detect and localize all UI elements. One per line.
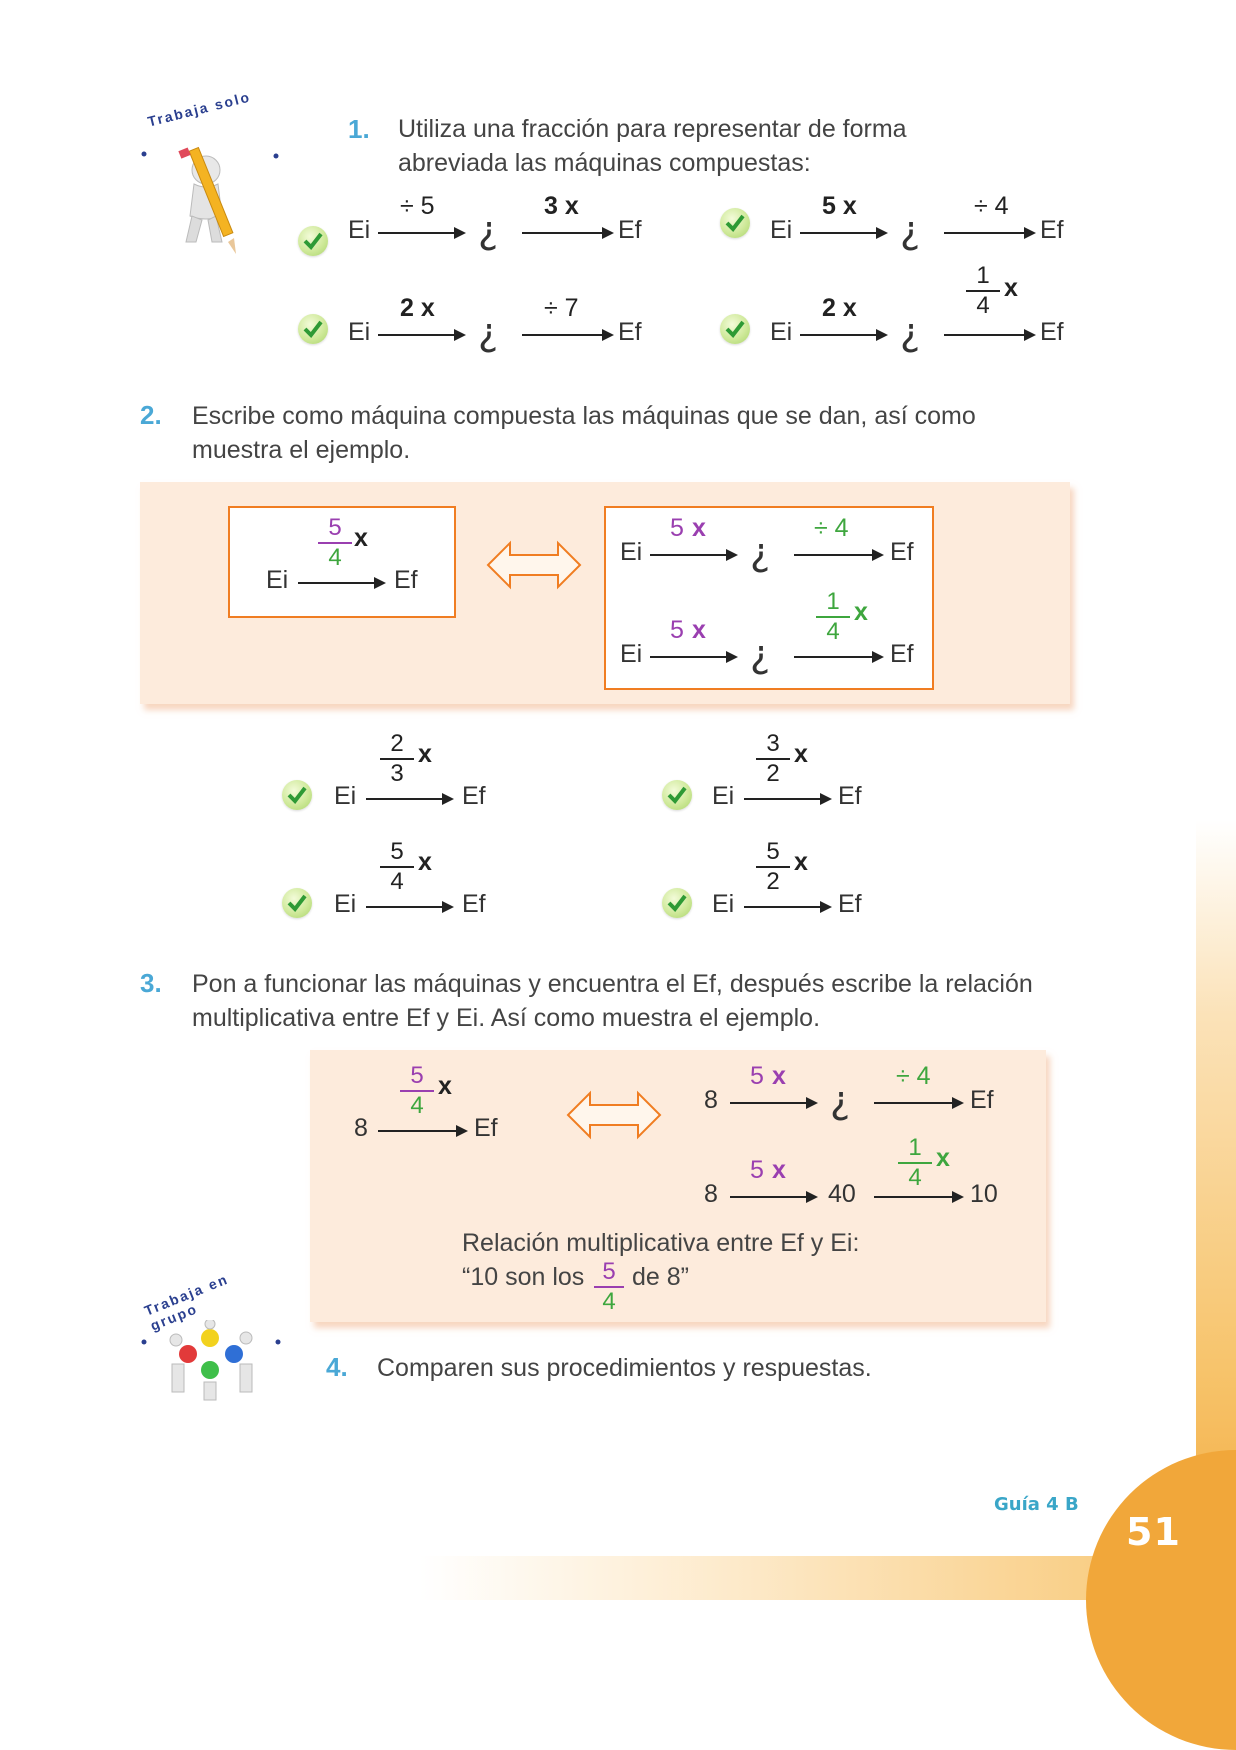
page-number: 51 [1126,1510,1181,1554]
page-number-circle [1086,1450,1236,1750]
ef-label: Ef [970,1086,994,1114]
guide-label: Guía 4 B [994,1494,1079,1515]
question-mark: ¿ [900,208,921,252]
machine-op2-fraction [816,588,850,646]
machine-op2: 3 x [544,192,579,220]
ei-label: Ei [348,318,371,346]
arrow [650,554,736,556]
exercise-fraction [756,838,790,896]
check-icon [662,888,692,918]
question-3-number: 3. [140,968,162,998]
fraction-numerator: 3 [756,730,790,760]
machine-op1: 5 x [822,192,857,220]
fraction-numerator: 5 [318,514,352,544]
arrow [366,906,452,908]
fraction-denominator: 4 [826,618,840,645]
arrow [522,232,612,234]
ei-label: Ei [620,538,643,566]
fraction-numerator: 2 [380,730,414,760]
gears-people-icon [164,1320,260,1402]
ei-label: Ei [348,216,371,244]
question-mark: ¿ [478,208,499,252]
ei-label: Ei [266,566,289,594]
arrow [944,334,1034,336]
times-sign: x [418,740,432,768]
q1-machine-d [718,260,1078,368]
question-2-line2: muestra el ejemplo. [192,436,411,464]
exercise-fraction [380,730,414,788]
q3-example-panel [310,1050,1046,1322]
q2-exercise-3 [280,836,540,936]
ef-label: Ef [618,216,642,244]
times-sign: x [1004,274,1018,302]
double-arrow-icon [486,540,582,590]
arrow [378,232,464,234]
arrow [730,1196,816,1198]
check-icon [662,780,692,810]
arrow [522,334,612,336]
times-sign: x [418,848,432,876]
badge-solo-text: Trabaja solo [146,88,253,130]
times-sign: x [794,740,808,768]
ef-label: Ef [474,1114,498,1142]
arrow [378,334,464,336]
times-sign: x [794,848,808,876]
ef-label: Ef [890,538,914,566]
q1-machine-a [296,186,656,266]
ei-label: Ei [620,640,643,668]
badge-group-text: Trabaja en grupo [142,1270,231,1334]
fraction-numerator: 5 [380,838,414,868]
ef-label: Ef [394,566,418,594]
fraction-numerator: 5 [594,1258,624,1288]
relation-text-line1: Relación multiplicativa entre Ef y Ei: [462,1229,860,1257]
ef-label: Ef [890,640,914,668]
fraction-denominator: 2 [766,760,780,787]
question-3-line2: multiplicativa entre Ef y Ei. Así como muestra el ejemplo. [192,1004,821,1032]
pencil-person-icon [176,138,256,258]
machine-op2: ÷ 4 [896,1062,931,1090]
question-1-number: 1. [348,114,370,144]
ef-label: Ef [462,890,486,918]
mid-value: 40 [828,1180,856,1208]
fraction-denominator: 4 [328,544,342,571]
arrow [366,798,452,800]
check-icon [282,888,312,918]
check-icon [298,314,328,344]
fraction-numerator: 1 [816,588,850,618]
question-4-text: Comparen sus procedimientos y respuestas. [377,1354,872,1382]
exercise-fraction [380,838,414,896]
question-1-line1: Utiliza una fracción para representar de forma [398,115,907,143]
ei-label: Ei [712,782,735,810]
q2-exercise-1 [280,728,540,828]
ei-label: Ei [770,216,793,244]
times-sign: x [692,616,706,644]
arrow [874,1102,962,1104]
double-arrow-icon [566,1090,662,1140]
start-value: 8 [704,1086,718,1114]
q2-exercise-2 [660,728,920,828]
fraction-numerator: 5 [756,838,790,868]
times-sign: x [692,514,706,542]
check-icon [298,226,328,256]
fraction-denominator: 2 [766,868,780,895]
arrow [794,656,882,658]
question-mark: ¿ [900,310,921,354]
q2-exercise-4 [660,836,920,936]
machine-op1: 5 [670,514,684,542]
exercise-fraction [756,730,790,788]
ef-label: Ef [838,890,862,918]
times-sign: x [854,598,868,626]
ef-label: Ef [618,318,642,346]
q1-machine-b [718,186,1078,266]
question-mark: ¿ [478,310,499,354]
machine-op2: ÷ 4 [814,514,849,542]
question-2-number: 2. [140,400,162,430]
arrow [944,232,1034,234]
ei-label: Ei [770,318,793,346]
q2-example-compound-machine [604,506,934,690]
check-icon [720,208,750,238]
times-sign: x [772,1156,786,1184]
arrow [800,334,886,336]
ei-label: Ei [334,890,357,918]
question-4-number: 4. [326,1352,348,1382]
times-sign: x [772,1062,786,1090]
arrow [378,1130,466,1132]
example-fraction [318,514,352,572]
relation-text-pre: “10 son los [462,1263,585,1291]
question-mark: ¿ [830,1078,851,1122]
machine-op2-fraction [898,1134,932,1192]
machine-op2: ÷ 7 [544,294,579,322]
ef-label: Ef [1040,318,1064,346]
badge-trabaja-en-grupo [136,1270,286,1410]
arrow [650,656,736,658]
q2-example-single-machine [228,506,456,618]
ei-label: Ei [334,782,357,810]
machine-op1: 5 [750,1062,764,1090]
relation-fraction [594,1258,624,1316]
fraction-denominator: 4 [908,1164,922,1191]
machine-op1: 5 [750,1156,764,1184]
question-1-line2: abreviada las máquinas compuestas: [398,149,811,177]
start-value: 8 [354,1114,368,1142]
ef-label: Ef [462,782,486,810]
ef-label: Ef [838,782,862,810]
arrow [800,232,886,234]
fraction-denominator: 4 [410,1092,424,1119]
arrow [744,798,830,800]
start-value: 8 [704,1180,718,1208]
question-2-line1: Escribe como máquina compuesta las máquinas que se dan, así como [192,402,976,430]
arrow [794,554,882,556]
fraction-denominator: 4 [976,292,990,319]
question-mark: ¿ [750,632,771,676]
arrow [874,1196,962,1198]
example-fraction [400,1062,434,1120]
times-sign: x [438,1072,452,1100]
relation-text-post: de 8” [632,1263,689,1291]
arrow [744,906,830,908]
arrow [730,1102,816,1104]
fraction-numerator: 1 [966,262,1000,292]
badge-trabaja-solo [136,88,286,258]
fraction-numerator: 1 [898,1134,932,1164]
times-sign: x [354,524,368,552]
fraction-numerator: 5 [400,1062,434,1092]
machine-op1: ÷ 5 [400,192,435,220]
q1-machine-c [296,288,656,368]
question-mark: ¿ [750,530,771,574]
machine-op1: 5 [670,616,684,644]
q2-example-panel [140,482,1070,704]
fraction-denominator: 4 [390,868,404,895]
arrow [298,582,384,584]
ef-label: Ef [1040,216,1064,244]
fraction-denominator: 3 [390,760,404,787]
ei-label: Ei [712,890,735,918]
check-icon [720,314,750,344]
check-icon [282,780,312,810]
machine-op1: 2 x [400,294,435,322]
machine-op1: 2 x [822,294,857,322]
machine-op2-fraction [966,262,1000,320]
end-value: 10 [970,1180,998,1208]
machine-op2: ÷ 4 [974,192,1009,220]
times-sign: x [936,1144,950,1172]
fraction-denominator: 4 [602,1288,616,1315]
question-3-line1: Pon a funcionar las máquinas y encuentra el Ef, después escribe la relación [192,970,1033,998]
